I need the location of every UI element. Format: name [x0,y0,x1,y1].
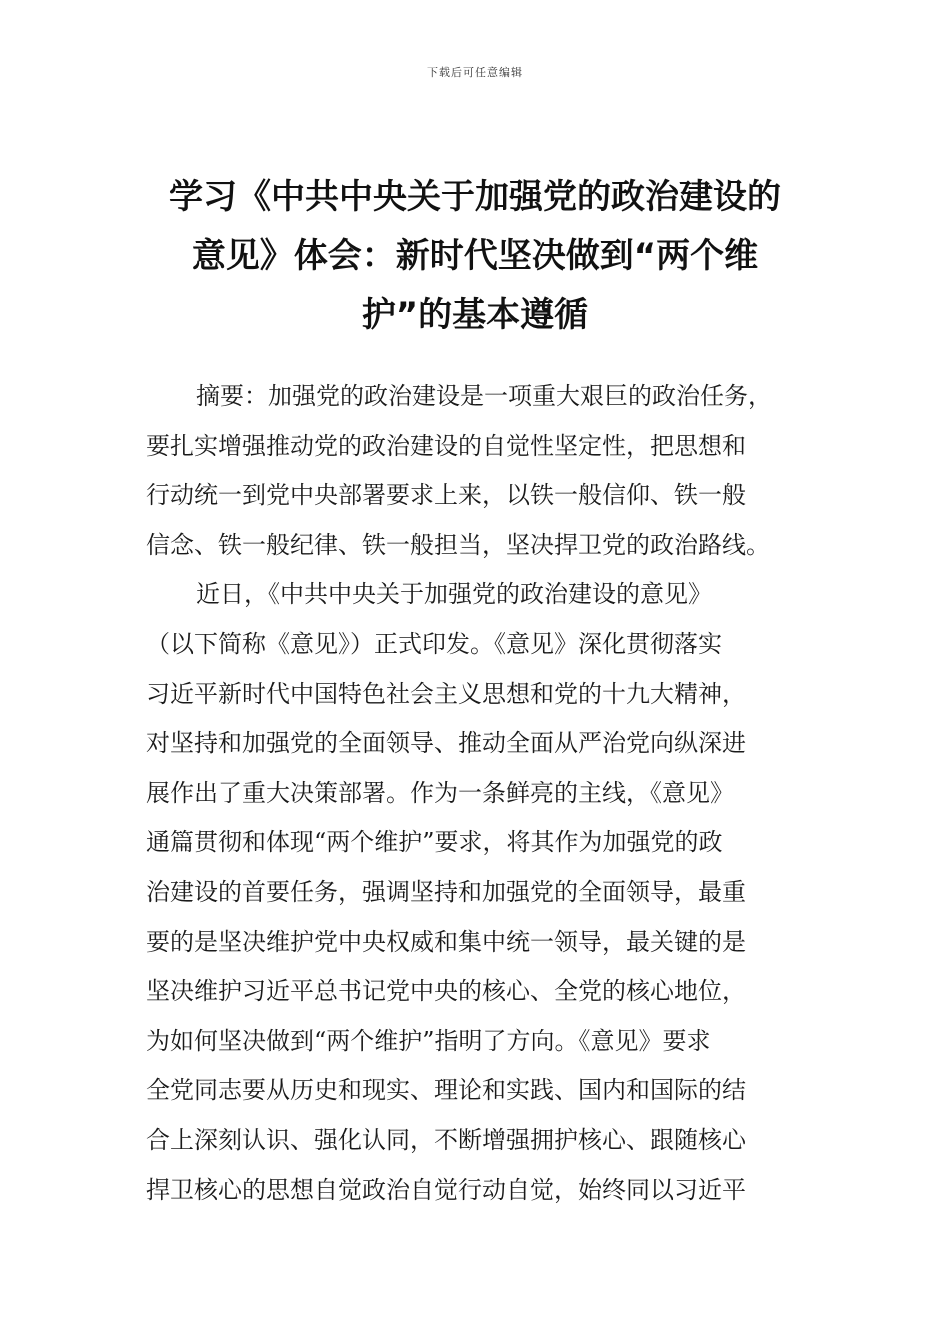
paragraph-line: 合上深刻认识、强化认同，不断增强拥护核心、跟随核心 [146,1125,746,1154]
paragraph-line: 全党同志要从历史和现实、理论和实践、国内和国际的结 [146,1076,746,1105]
title-line: 学习《中共中央关于加强党的政治建设的 [169,177,781,217]
abstract-line: 行动统一到党中央部署要求上来，以铁一般信仰、铁一般 [146,481,746,510]
paragraph-line: 要的是坚决维护党中央权威和集中统一领导，最关键的是 [146,927,746,956]
paragraph-line: 展作出了重大决策部署。作为一条鲜亮的主线，《意见》 [146,778,734,807]
paragraph-line: （以下简称《意见》）正式印发。《意见》深化贯彻落实 [146,629,722,658]
document-body [146,372,818,1215]
header-note: 下载后可任意编辑 [427,66,523,79]
paragraph-line: 为如何坚决做到“两个维护”指明了方向。《意见》要求 [146,1026,711,1055]
abstract-line: 摘要：加强党的政治建设是一项重大艰巨的政治任务， [196,382,772,410]
paragraph-line: 习近平新时代中国特色社会主义思想和党的十九大精神， [146,679,746,708]
title-line: 护”的基本遵循 [361,295,589,335]
abstract-line: 信念、铁一般纪律、铁一般担当，坚决捍卫党的政治路线。 [146,530,770,559]
paragraph-line: 近日，《中共中央关于加强党的政治建设的意见》 [196,580,712,609]
abstract-line: 要扎实增强推动党的政治建设的自觉性坚定性，把思想和 [146,431,746,460]
paragraph-line: 捍卫核心的思想自觉政治自觉行动自觉，始终同以习近平 [146,1175,746,1204]
title-line: 意见》体会：新时代坚决做到“两个维 [191,236,759,276]
paragraph-line: 治建设的首要任务，强调坚持和加强党的全面领导，最重 [146,877,746,906]
paragraph-line: 通篇贯彻和体现“两个维护”要求，将其作为加强党的政 [146,828,723,857]
document-title [120,168,830,345]
paragraph-line: 坚决维护习近平总书记党中央的核心、全党的核心地位， [146,977,746,1006]
paragraph-line: 对坚持和加强党的全面领导、推动全面从严治党向纵深进 [146,729,746,758]
